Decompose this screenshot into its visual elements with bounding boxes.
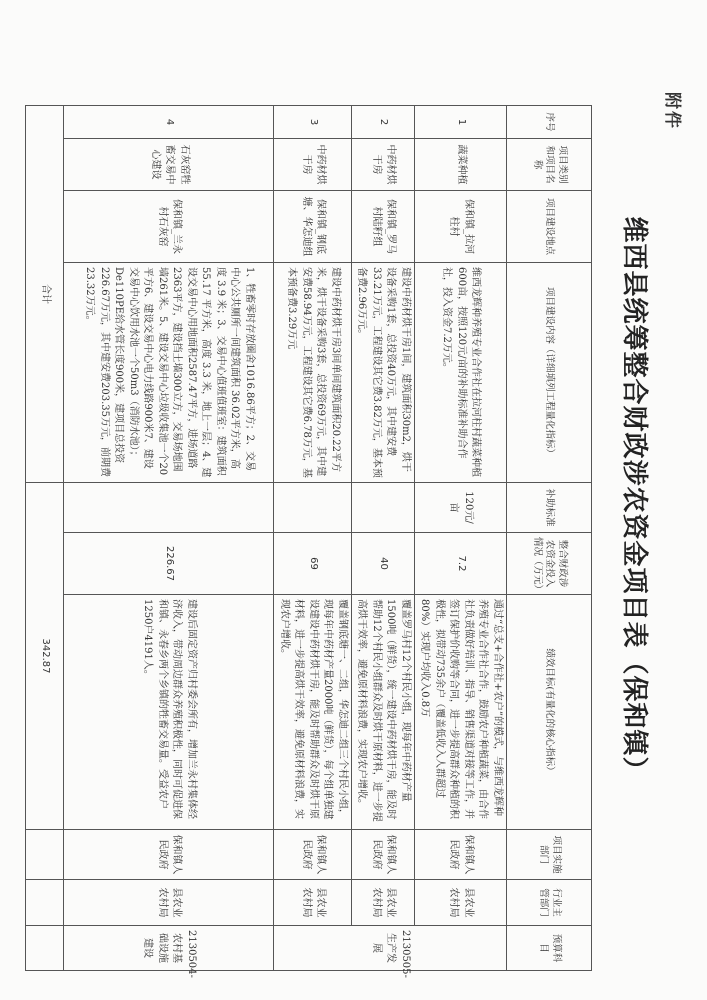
cell-industry-dept: 县农业农村局 xyxy=(415,880,507,926)
cell-funds: 40 xyxy=(352,533,415,595)
header-goals: 绩效目标(有量化的核心指标） xyxy=(507,595,592,830)
table-row xyxy=(274,106,352,971)
cell-impl-dept: 保和镇人民政府 xyxy=(64,830,274,880)
cell-subsidy: 120元/亩 xyxy=(415,483,507,533)
cell-category: 中药材烘干房 xyxy=(274,139,352,191)
cell-industry-dept: 县农业农村局 xyxy=(64,880,274,926)
cell-location: 保和镇_罗马村陆籽组 xyxy=(352,191,415,263)
cell-funds: 7.2 xyxy=(415,533,507,595)
cell-seq: 2 xyxy=(352,106,415,139)
table-row xyxy=(64,106,274,971)
cell-goals: 建设后固定资产归村委会所有，增加兰永村集体经济收入，带动周边群众养殖积极性，同时可促进保和镇、永春乡两个乡镇的牲畜交易量。受益农户1250户4191人。 xyxy=(64,595,274,830)
cell-industry-dept: 县农业农村局 xyxy=(274,880,352,926)
total-empty-cell xyxy=(26,880,64,926)
header-seq: 序号 xyxy=(507,106,592,139)
cell-funds: 69 xyxy=(274,533,352,595)
cell-location: 保和镇_钢底塘、华怎迪组 xyxy=(274,191,352,263)
table-row xyxy=(352,106,415,971)
header-impl-dept: 项目实施部门 xyxy=(507,830,592,880)
attachment-label: 附件 xyxy=(662,92,682,130)
header-row xyxy=(507,106,592,971)
header-budget-subject: 预算科目 xyxy=(507,926,592,971)
total-empty-cell xyxy=(26,830,64,880)
cell-impl-dept: 保和镇人民政府 xyxy=(415,830,507,880)
header-industry-dept: 行业主管部门 xyxy=(507,880,592,926)
document-title: 维西县统筹整合财政涉农资金项目表（保和镇） xyxy=(619,216,649,784)
cell-category: 蔬菜种植 xyxy=(415,139,507,191)
cell-location: 保和镇_兰永村石灰窑 xyxy=(64,191,274,263)
cell-impl-dept: 保和镇人民政府 xyxy=(274,830,352,880)
cell-content: 建设中药材烘干房1间，建筑面积30m2，烘干设备采购1套，总投资40万元，其中建安费33.21万元，工程建设其它费3.82万元，基本预备费2.96万元。 xyxy=(352,263,415,483)
cell-budget-subject-merged: 2130505-生产发展 xyxy=(274,926,507,971)
cell-category: 中药材烘干房 xyxy=(352,139,415,191)
cell-seq: 3 xyxy=(274,106,352,139)
cell-funds: 226.67 xyxy=(64,533,274,595)
header-subsidy: 补助标准 xyxy=(507,483,592,533)
cell-subsidy xyxy=(64,483,274,533)
cell-goals: 通过“总支+合作社+农户”的模式，与维西龙辉种养殖专业合作社合作，鼓励农户种植蔬菜，由合作社负责做好培训、指导、销售渠道对接等工作，并签订保护价收购等合同，进一步提高群众种植的积极性，拟带动735余户（覆盖低收入人群超过80%）实现户均收入0.8万 xyxy=(415,595,507,830)
cell-subsidy xyxy=(352,483,415,533)
cell-location: 保和镇_拉河柱村 xyxy=(415,191,507,263)
cell-budget-subject: 2130504-农村基础设施建设 xyxy=(64,926,274,971)
cell-seq: 4 xyxy=(64,106,274,139)
header-category: 项目类别和项目名称 xyxy=(507,139,592,191)
table-row xyxy=(415,106,507,971)
total-value: 342.87 xyxy=(26,483,64,830)
cell-industry-dept: 县农业农村局 xyxy=(352,880,415,926)
cell-seq: 1 xyxy=(415,106,507,139)
header-location: 项目建设地点 xyxy=(507,191,592,263)
cell-content: 1、牲畜零时存放圈舍1016.86平方；2、交易中心公共厕所一间建筑面积 36.02平方米，高度 3.9 米；3、交易中心值班值班室：建筑面积 55.17 平方米，高度 3.3 米，地上一层；4、建设交易中心用地面积2587.47平方，进场道路2363平方，建设挡土墙300立方，交易场地围墙261米。5、建设交易中心垃圾收集池一个20平方6、建设交易中心电力线路900米7、建设交易中心饮用水池一个50m3（消防水池）；De110PE给水管长度900米，建项目总投资 226.67万元，其中建安费203.35万元，前期费23.32万元。 xyxy=(64,263,274,483)
cell-subsidy xyxy=(274,483,352,533)
header-funds: 整合财政涉农资金投入情况（万元） xyxy=(507,533,592,595)
cell-content: 维西龙辉种养殖专业合作社在拉河柱村蔬菜种植600亩，按照120元/亩的补助标准补助合作社，投入资金7.2万元。 xyxy=(415,263,507,483)
total-empty-cell xyxy=(26,926,64,971)
header-content: 项目建设内容（详细填列工程量化指标） xyxy=(507,263,592,483)
cell-content: 建设中药材烘干房3间单间建筑面积20.22平方米，烘干设备采购3套，总投资69万元，其中建安费58.94万元，工程建设其它费6.78万元，基本预备费3.29万元 xyxy=(274,263,352,483)
cell-goals: 覆盖罗马村12个村民小组，现每年中药材产量1500吨（鲜货），统一建设中药材烘干房，能及时帮助12个村民小组群众及时烘干原材料，进一步提高烘干效率，避免原材料浪费，实现农户增收。 xyxy=(352,595,415,830)
total-row xyxy=(26,106,64,971)
cell-category: 石灰窑牲畜交易中心建设 xyxy=(64,139,274,191)
project-table xyxy=(26,105,593,978)
cell-impl-dept: 保和镇人民政府 xyxy=(352,830,415,880)
total-label: 合计 xyxy=(26,106,64,483)
cell-goals: 覆盖钢底塘一、二组，华怎迪二组三个村民小组，现每年中药材产量2000吨（鲜货），每个组单独建设建设中药材烘干房，能及时帮助群众及时烘干原材料，进一步提高烘干效率，避免原材料浪费，实现农户增收。 xyxy=(274,595,352,830)
